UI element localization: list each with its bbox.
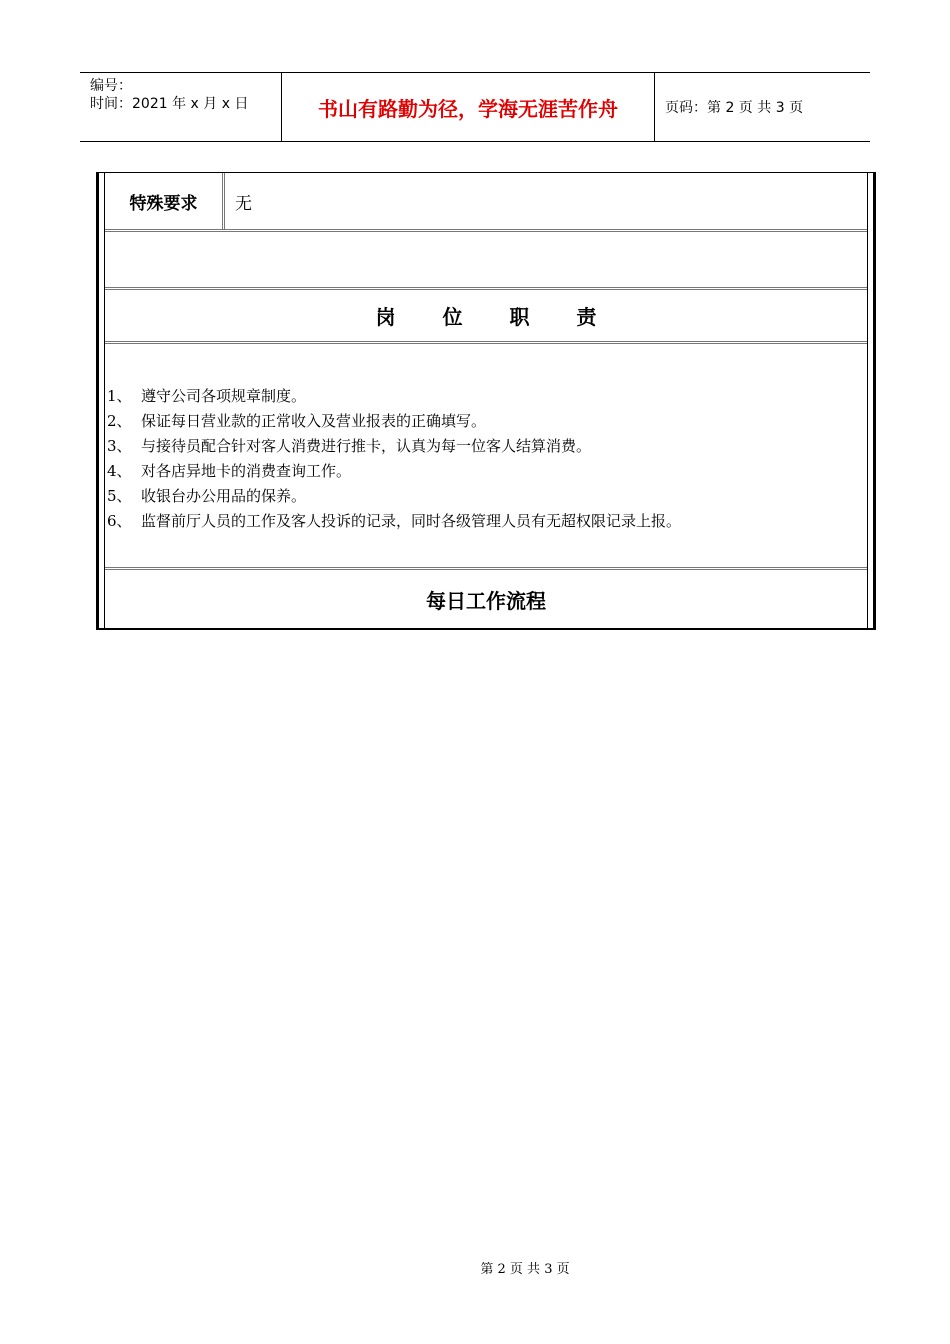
special-requirements-label: 特殊要求 <box>105 173 225 230</box>
list-item: 4、 对各店异地卡的消费查询工作。 <box>107 462 352 480</box>
duties-list <box>105 344 867 567</box>
list-item: 5、 收银台办公用品的保养。 <box>107 487 307 505</box>
header-page-info: 页码：第 2 页 共 3 页 <box>665 100 804 116</box>
list-item: 1、 遵守公司各项规章制度。 <box>107 387 307 405</box>
header-meta <box>80 73 282 141</box>
time-label: 时间：2021 年 x 月 x 日 <box>90 96 249 112</box>
list-item: 6、 监督前厅人员的工作及客人投诉的记录，同时各级管理人员有无超权限记录上报。 <box>107 512 682 530</box>
workflow-title: 每日工作流程 <box>426 588 546 613</box>
document-header <box>80 72 870 142</box>
page-footer: 第 2 页 共 3 页 <box>480 1262 570 1277</box>
header-motto: 书山有路勤为径，学海无涯苦作舟 <box>282 73 655 141</box>
list-item: 3、 与接待员配合针对客人消费进行推卡，认真为每一位客人结算消费。 <box>107 437 592 455</box>
number-label: 编号： <box>90 78 132 94</box>
table-inner <box>104 173 868 628</box>
job-description-table <box>96 172 876 630</box>
list-item: 2、 保证每日营业款的正常收入及营业报表的正确填写。 <box>107 412 487 430</box>
duties-title: 岗 位 职 责 <box>375 304 617 329</box>
empty-row <box>105 232 867 287</box>
special-requirements-value: 无 <box>235 194 252 214</box>
special-requirements-row <box>105 173 867 230</box>
